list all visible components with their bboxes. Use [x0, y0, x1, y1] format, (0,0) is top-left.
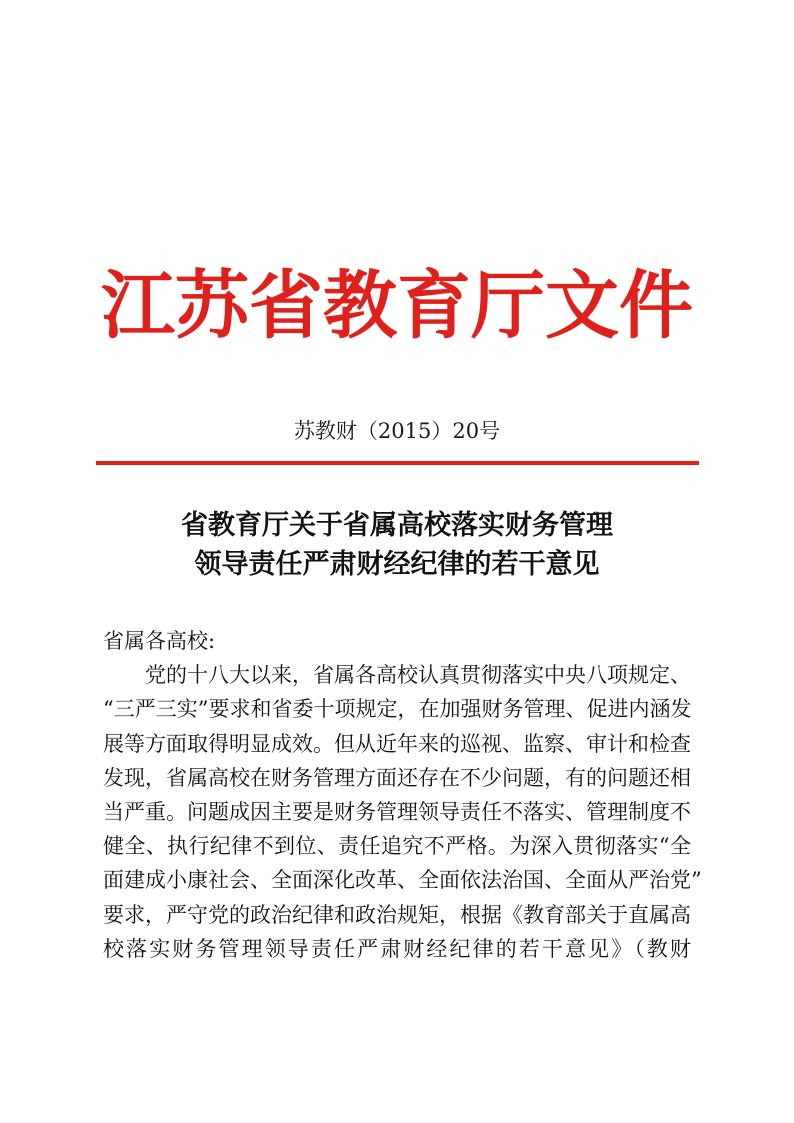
paragraph-line: 面建成小康社会、全面深化改革、全面依法治国、全面从严治党” [103, 868, 702, 893]
paragraph-line: 当严重。问题成因主要是财务管理领导责任不落实、管理制度不 [103, 800, 691, 825]
document-title-line-1: 省教育厅关于省属高校落实财务管理 [181, 510, 613, 541]
paragraph-line: 校落实财务管理领导责任严肃财经纪律的若干意见》（教财 [103, 936, 691, 961]
paragraph-line: 要求，严守党的政治纪律和政治规矩，根据《教育部关于直属高 [103, 902, 691, 927]
paragraph-line: 健全、执行纪律不到位、责任追究不严格。为深入贯彻落实“全 [103, 834, 691, 859]
red-divider-line [96, 461, 699, 465]
paragraph-line: 党的十八大以来，省属各高校认真贯彻落实中央八项规定、 [145, 663, 691, 688]
document-title [0, 506, 794, 584]
salutation: 省属各高校: [103, 629, 216, 653]
paragraph-line: “三严三实”要求和省委十项规定，在加强财务管理、促进内涵发 [103, 697, 692, 722]
document-title-line-2: 领导责任严肃财经纪律的若干意见 [194, 549, 600, 580]
document-number: 苏教财（2015）20号 [293, 419, 501, 443]
document-body [103, 624, 702, 966]
paragraph-line: 发现，省属高校在财务管理方面还存在不少问题，有的问题还相 [103, 765, 691, 790]
document-header-title: 江苏省教育厅文件 [101, 263, 693, 349]
paragraph-line: 展等方面取得明显成效。但从近年来的巡视、监察、审计和检查 [103, 731, 691, 756]
